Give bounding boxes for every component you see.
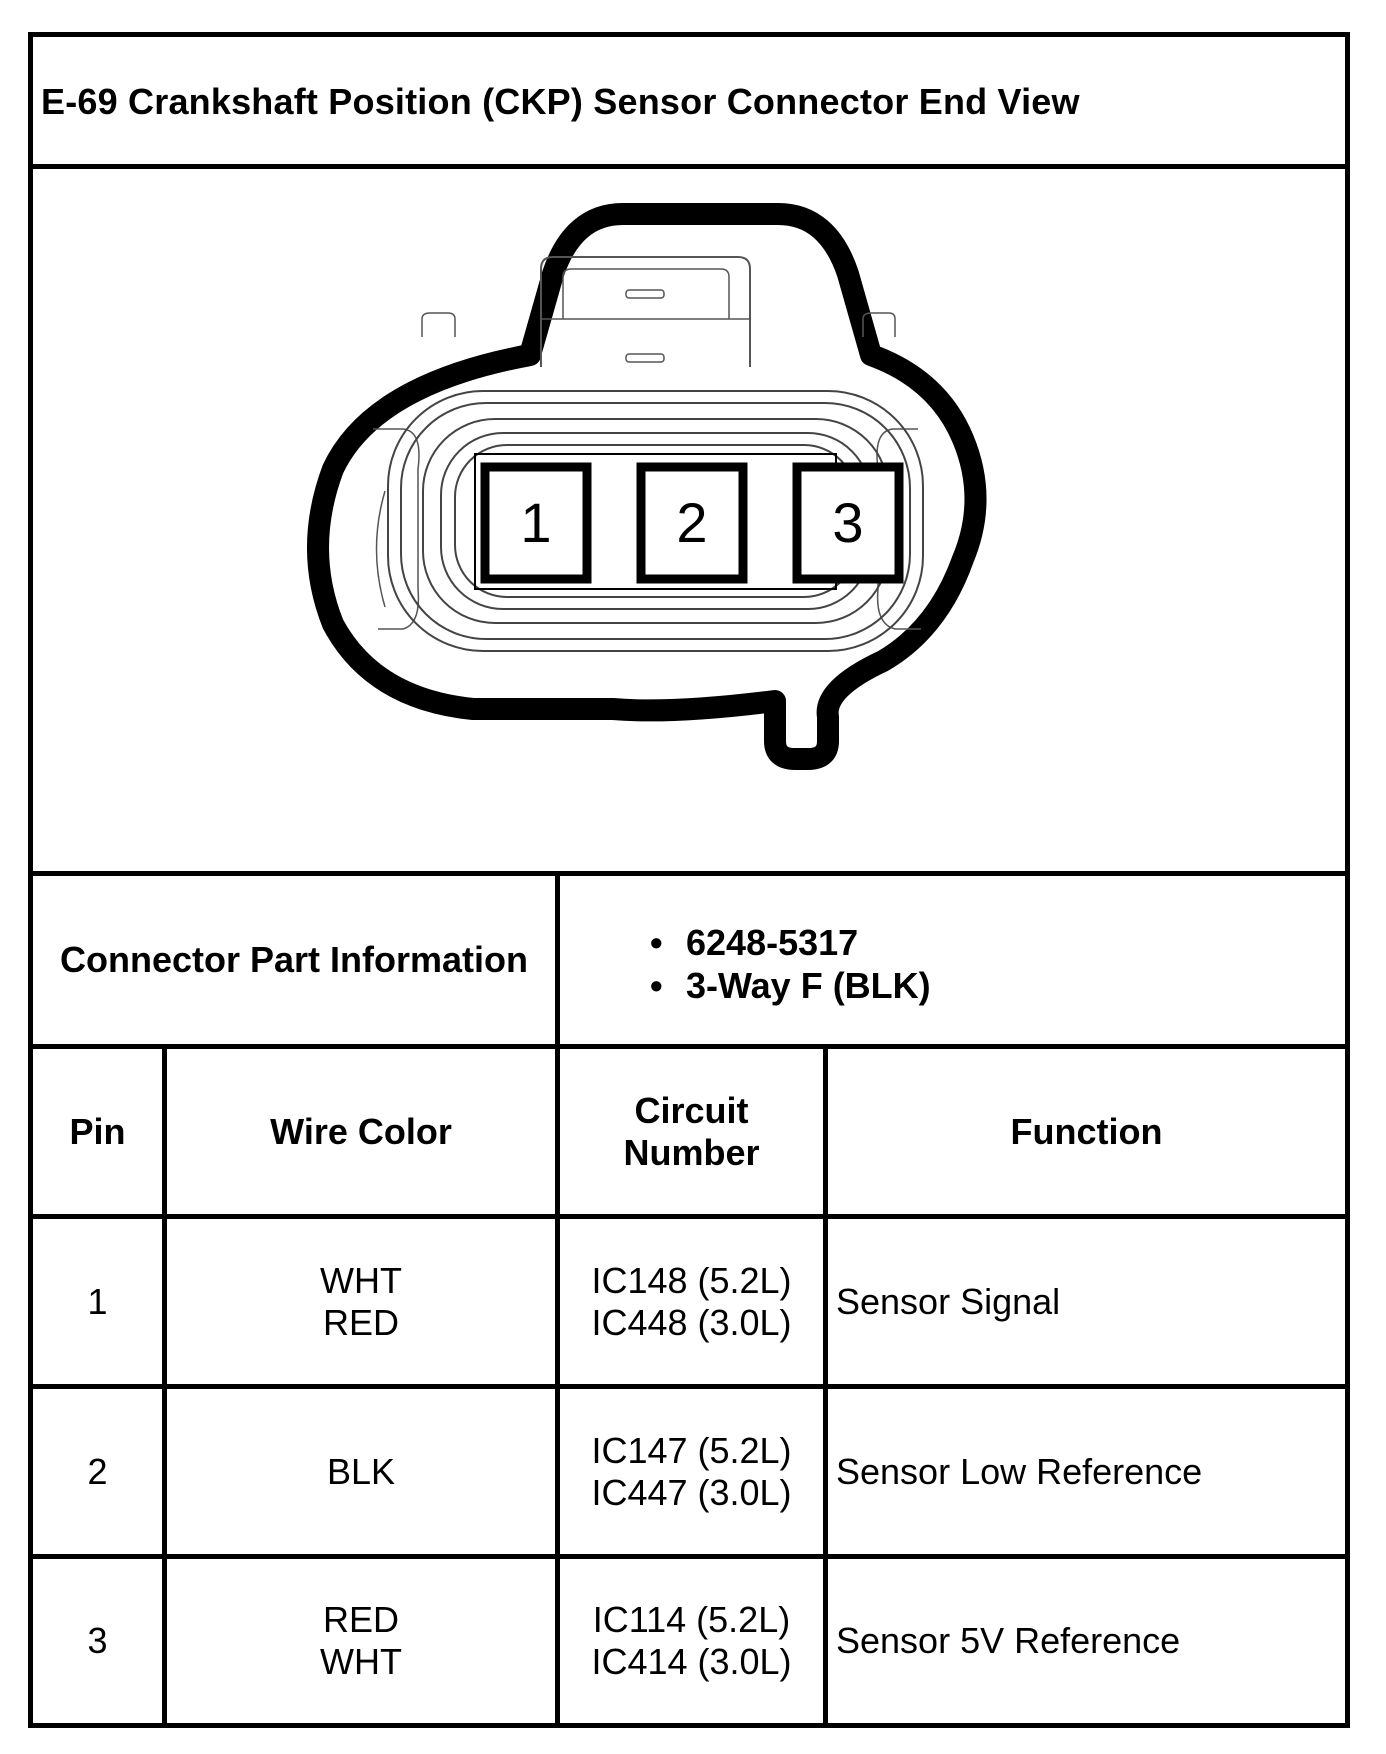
header-circuit-number: Circuit Number <box>560 1049 828 1214</box>
wire-color-cell: BLK <box>167 1389 560 1554</box>
header-function: Function <box>1010 1110 1163 1152</box>
bullet: • <box>650 965 663 1006</box>
pinout-table <box>33 1049 1345 1723</box>
table-row <box>33 1389 1345 1559</box>
header-pin: Pin <box>33 1049 167 1214</box>
pin-cavity-2 <box>641 467 743 579</box>
header-wire-color: Wire Color <box>167 1049 560 1214</box>
function-cell: Sensor Low Reference <box>836 1450 1203 1492</box>
bullet: • <box>650 922 663 963</box>
pin-cell: 2 <box>33 1389 167 1554</box>
connector-end-view-diagram <box>33 169 1345 871</box>
table-header-row <box>33 1049 1345 1219</box>
circuit-number-cell: IC147 (5.2L) IC447 (3.0L) <box>560 1389 828 1554</box>
part-description: • 3-Way F (BLK) <box>650 965 931 1006</box>
connector-diagram-row <box>33 169 1345 876</box>
pin-cell: 3 <box>33 1559 167 1723</box>
part-number: • 6248-5317 <box>650 922 859 963</box>
function-cell: Sensor Signal <box>836 1280 1061 1322</box>
connector-sheet <box>28 32 1350 1728</box>
pin-cell: 1 <box>33 1219 167 1384</box>
part-info-label: Connector Part Information <box>33 876 560 1044</box>
part-info-row <box>33 876 1345 1049</box>
table-row <box>33 1219 1345 1389</box>
pin-cavity-1 <box>485 467 587 579</box>
page-title: E-69 Crankshaft Position (CKP) Sensor Connector End View <box>41 81 1080 122</box>
wire-color-cell: RED WHT <box>167 1559 560 1723</box>
pin-cavity-3 <box>797 467 899 579</box>
wire-color-cell: WHT RED <box>167 1219 560 1384</box>
pin-label-2: 2 <box>676 491 708 554</box>
pin-label-1: 1 <box>520 491 552 554</box>
circuit-number-cell: IC148 (5.2L) IC448 (3.0L) <box>560 1219 828 1384</box>
function-cell: Sensor 5V Reference <box>836 1620 1181 1661</box>
pin-label-3: 3 <box>832 491 864 554</box>
part-info-values <box>560 876 1345 1044</box>
table-row <box>33 1559 1345 1723</box>
circuit-number-cell: IC114 (5.2L) IC414 (3.0L) <box>560 1559 828 1723</box>
title-row <box>33 37 1345 169</box>
